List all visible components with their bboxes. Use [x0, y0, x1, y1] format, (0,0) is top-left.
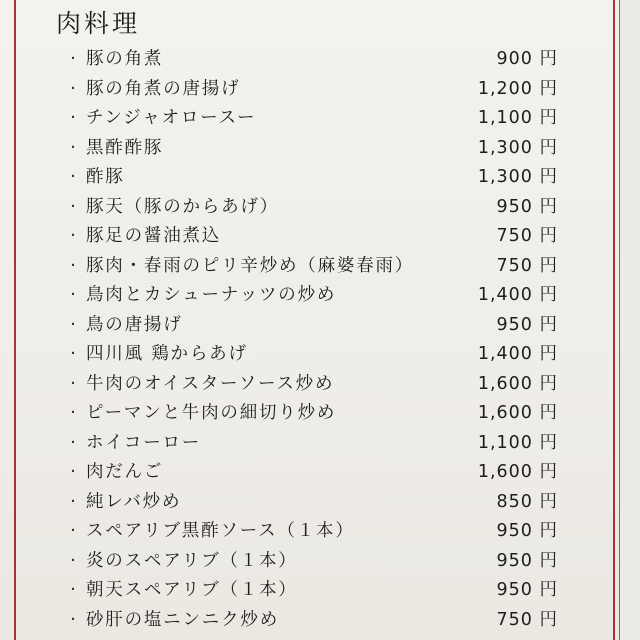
- bullet: ·: [70, 462, 76, 482]
- item-name: 鳥肉とカシューナッツの炒め: [86, 285, 337, 305]
- item-name: チンジャオロースー: [86, 108, 257, 128]
- item-name: 肉だんご: [86, 462, 164, 482]
- bullet: ·: [70, 432, 76, 453]
- item-name: 豚の角煮: [86, 49, 164, 69]
- item-name: 純レバ炒め: [86, 491, 182, 512]
- menu-item: [0, 252, 640, 282]
- item-name: ピーマンと牛肉の細切り炒め: [86, 403, 337, 423]
- item-price: 950 円: [496, 550, 558, 571]
- bullet: ·: [70, 196, 76, 217]
- item-price: 1,200 円: [477, 78, 558, 99]
- bullet: ·: [70, 373, 76, 394]
- item-name: 豚足の醤油煮込: [86, 226, 222, 246]
- bullet: ·: [70, 137, 76, 158]
- item-price: 950 円: [496, 580, 558, 600]
- menu-item: [0, 576, 640, 606]
- menu-item: [0, 340, 640, 370]
- item-price: 1,300 円: [477, 167, 558, 187]
- item-price: 1,400 円: [477, 285, 558, 305]
- item-name: 朝天スペアリブ（１本）: [86, 580, 298, 600]
- item-name: 黒酢酢豚: [86, 137, 164, 158]
- item-name: 四川風 鶏からあげ: [86, 344, 248, 364]
- section-title: 肉料理: [56, 9, 141, 38]
- bullet: ·: [70, 491, 76, 512]
- item-name: 豚天（豚のからあげ）: [86, 196, 279, 217]
- item-price: 1,600 円: [477, 373, 558, 394]
- bullet: ·: [70, 78, 76, 99]
- item-price: 750 円: [496, 226, 558, 246]
- bullet: ·: [70, 314, 76, 335]
- menu-item: [0, 370, 640, 400]
- bullet: ·: [70, 550, 76, 571]
- bullet: ·: [70, 226, 76, 246]
- menu-item: [0, 429, 640, 459]
- item-price: 750 円: [496, 609, 558, 630]
- bullet: ·: [70, 580, 76, 600]
- bullet: ·: [70, 167, 76, 187]
- menu-item: [0, 163, 640, 193]
- menu-item: [0, 399, 640, 429]
- item-price: 850 円: [496, 491, 558, 512]
- item-name: 豚の角煮の唐揚げ: [86, 78, 241, 99]
- bullet: ·: [70, 344, 76, 364]
- menu-item: [0, 75, 640, 105]
- menu-item: [0, 488, 640, 518]
- menu-item: [0, 193, 640, 223]
- bullet: ·: [70, 49, 76, 69]
- item-price: 950 円: [496, 196, 558, 217]
- item-price: 900 円: [496, 49, 558, 69]
- item-name: 牛肉のオイスターソース炒め: [86, 373, 335, 394]
- item-price: 1,300 円: [477, 137, 558, 158]
- item-price: 1,100 円: [477, 432, 558, 453]
- bullet: ·: [70, 285, 76, 305]
- item-price: 1,600 円: [477, 462, 558, 482]
- item-price: 1,600 円: [477, 403, 558, 423]
- item-name: 豚肉・春雨のピリ辛炒め（麻婆春雨）: [86, 255, 415, 276]
- bullet: ·: [70, 521, 76, 541]
- bullet: ·: [70, 255, 76, 276]
- item-price: 950 円: [496, 521, 558, 541]
- menu-item: [0, 458, 640, 488]
- menu-item: [0, 517, 640, 547]
- item-name: ホイコーロー: [86, 432, 202, 453]
- menu-item: [0, 547, 640, 577]
- item-name: 砂肝の塩ニンニク炒め: [86, 609, 279, 630]
- item-price: 750 円: [496, 255, 558, 276]
- menu-item: [0, 45, 640, 75]
- item-price: 950 円: [496, 314, 558, 335]
- bullet: ·: [70, 108, 76, 128]
- menu-item: [0, 104, 640, 134]
- item-price: 1,100 円: [477, 108, 558, 128]
- menu-item: [0, 311, 640, 341]
- item-name: 酢豚: [86, 167, 125, 187]
- menu-item: [0, 281, 640, 311]
- menu-item: [0, 134, 640, 164]
- bullet: ·: [70, 403, 76, 423]
- item-name: スペアリブ黒酢ソース（１本）: [86, 521, 355, 541]
- item-name: 鳥の唐揚げ: [86, 314, 183, 335]
- menu-item: [0, 606, 640, 636]
- item-price: 1,400 円: [477, 344, 558, 364]
- item-name: 炎のスペアリブ（１本）: [86, 550, 298, 571]
- menu-item: [0, 222, 640, 252]
- bullet: ·: [70, 609, 76, 630]
